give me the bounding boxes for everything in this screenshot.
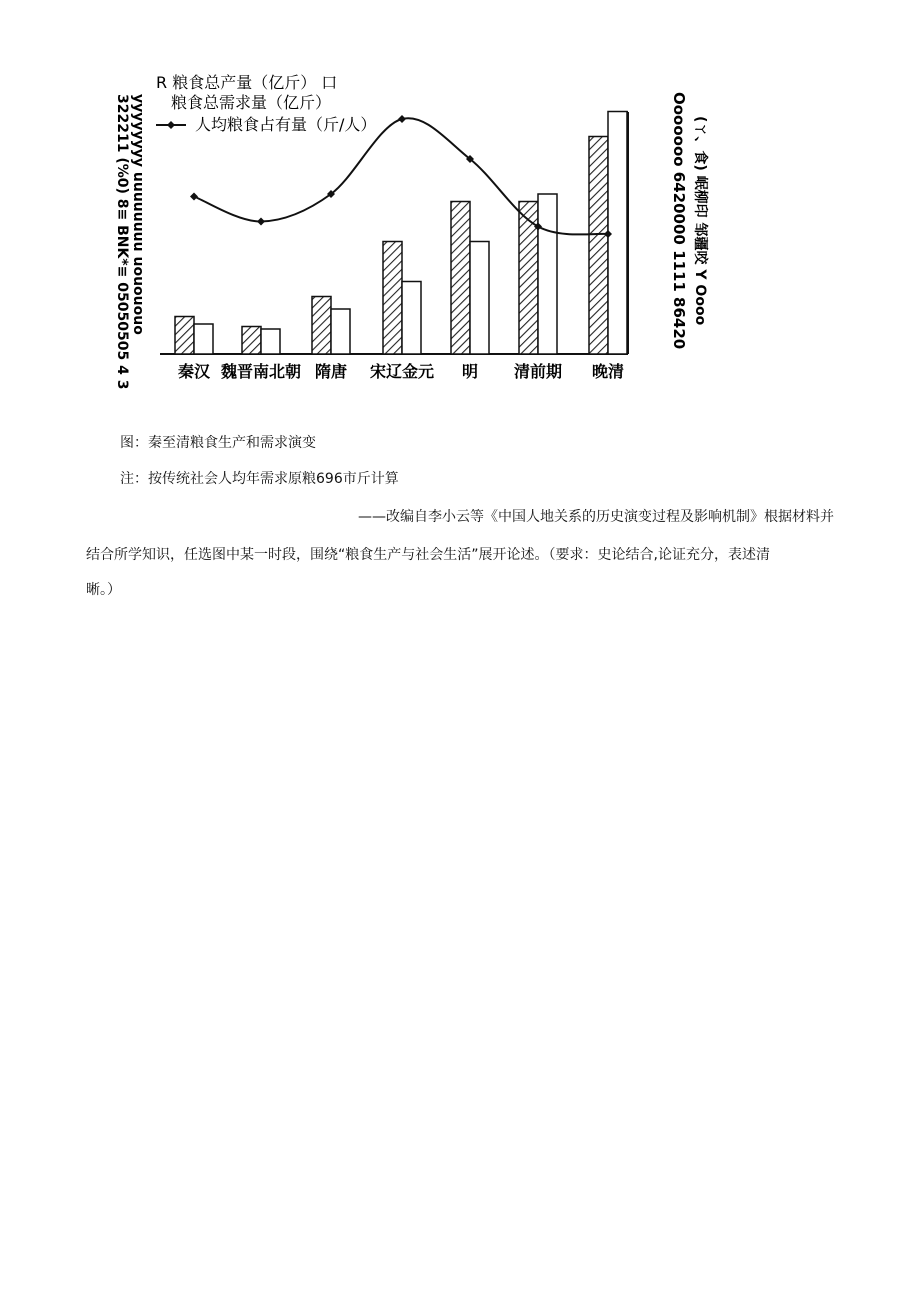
figure-caption: 图：秦至清粮食生产和需求演变: [120, 435, 316, 451]
category-label-1: 魏晋南北朝: [220, 362, 302, 381]
bar-production-1: [242, 327, 261, 355]
bar-demand-5: [538, 194, 557, 354]
question-line-1: 结合所学知识，任选图中某一时段，围绕“粮食生产与社会生活”展开论述。（要求：史论结合,论证充分，表述清: [86, 547, 770, 563]
left-axis-text-2: 322211 (%0) 8≡ BNK*≡ 05050505 4 3: [114, 94, 130, 390]
category-label-2: 隋唐: [314, 362, 348, 381]
bar-production-2: [312, 297, 331, 355]
source-citation: ——改编自李小云等《中国人地关系的历史演变过程及影响机制》根据材料并: [358, 509, 834, 525]
legend-per-capita: 人均粮食占有量（斤/人）: [195, 115, 377, 134]
category-label-5: 清前期: [513, 362, 563, 381]
bar-demand-0: [194, 324, 213, 354]
per-capita-point-0: [190, 193, 198, 201]
bar-production-4: [451, 202, 470, 355]
bar-production-0: [175, 317, 194, 355]
per-capita-point-3: [398, 115, 406, 123]
right-axis-text-1: Ooooooo 6420000 1111 86420: [670, 92, 688, 350]
figure-note: 注：按传统社会人均年需求原粮696市斤计算: [120, 471, 399, 487]
question-line-2: 晰。）: [86, 582, 121, 598]
category-label-3: 宋辽金元: [369, 362, 435, 381]
bar-demand-2: [331, 309, 350, 354]
bar-production-6: [589, 137, 608, 355]
bar-demand-1: [261, 329, 280, 354]
right-axis-text-2: (ㄚ、食) 岷柳印 邹疆咬 Y Oooo: [692, 116, 708, 326]
bar-demand-4: [470, 242, 489, 355]
category-label-0: 秦汉: [177, 362, 211, 381]
legend-production: R 粮食总产量（亿斤） 口: [156, 73, 338, 92]
grain-chart: [0, 0, 920, 400]
category-label-4: 明: [461, 362, 479, 381]
bar-production-3: [383, 242, 402, 355]
bar-demand-6: [608, 112, 627, 355]
per-capita-point-1: [257, 218, 265, 226]
legend-demand: 粮食总需求量（亿斤）: [171, 93, 332, 112]
bar-demand-3: [402, 282, 421, 355]
legend-per-capita-marker: [156, 121, 186, 129]
left-axis-text-1: yyyyyyyy uuuuuuuu uouououo: [130, 94, 146, 335]
category-label-6: 晚清: [591, 362, 625, 381]
